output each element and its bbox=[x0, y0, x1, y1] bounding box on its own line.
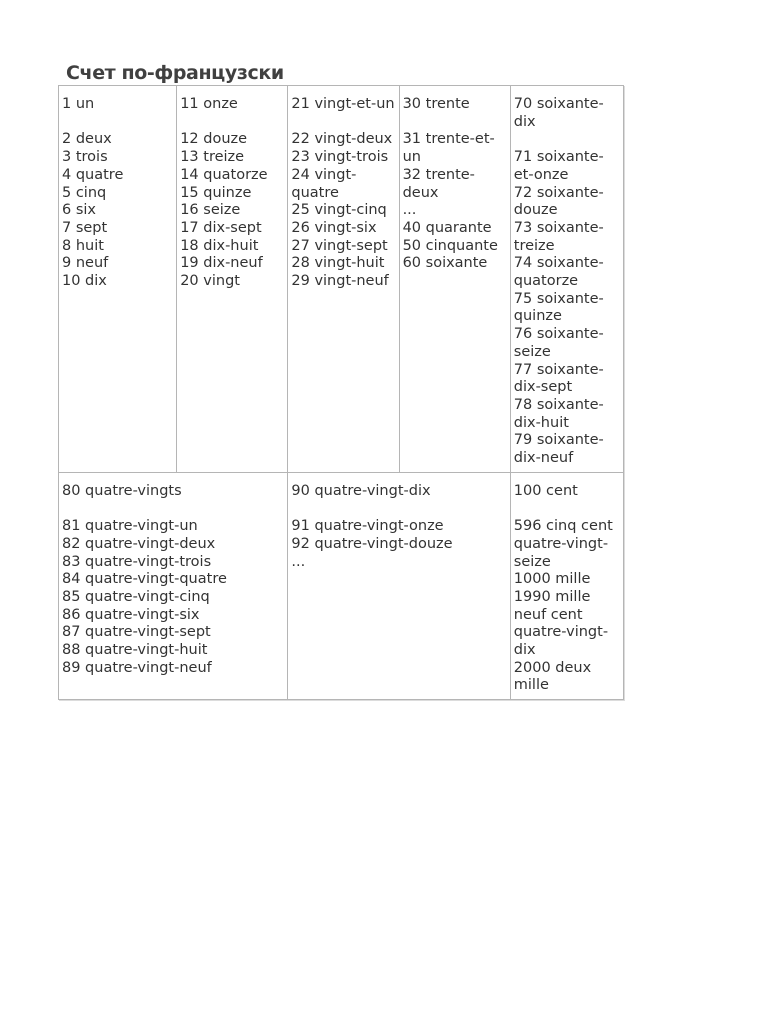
list-item: 8 huit bbox=[62, 237, 104, 254]
list-item: 87 quatre-vingt-sept bbox=[62, 624, 211, 641]
list-item: 32 trente-deux bbox=[402, 166, 475, 201]
list-item: 30 trente bbox=[402, 96, 470, 112]
spacer bbox=[514, 131, 620, 149]
table-row bbox=[59, 86, 624, 473]
list-item: 83 quatre-vingt-trois bbox=[62, 553, 212, 570]
cell-21-29 bbox=[288, 86, 399, 473]
list-item: 75 soixante-quinze bbox=[513, 290, 604, 325]
list-item: ... bbox=[402, 202, 417, 219]
list-item: 40 quarante bbox=[402, 219, 492, 236]
list-item: 89 quatre-vingt-neuf bbox=[62, 659, 212, 676]
list-item: 78 soixante-dix-huit bbox=[513, 396, 604, 431]
list-item: 2 deux bbox=[62, 131, 112, 148]
list-item: 26 vingt-six bbox=[291, 219, 377, 236]
cell-11-20 bbox=[177, 86, 288, 473]
list-item: 23 vingt-trois bbox=[291, 149, 389, 166]
list-item: 100 cent bbox=[513, 482, 578, 499]
list-item: 72 soixante-douze bbox=[513, 184, 604, 219]
list-item: 86 quatre-vingt-six bbox=[62, 606, 200, 623]
list-item: 24 vingt-quatre bbox=[291, 166, 357, 201]
list-item: 1 un bbox=[62, 96, 95, 112]
number-table bbox=[58, 85, 624, 700]
spacer bbox=[62, 500, 284, 518]
list-item: 28 vingt-huit bbox=[291, 255, 385, 272]
list-item: 77 soixante-dix-sept bbox=[513, 361, 604, 396]
list-item: 88 quatre-vingt-huit bbox=[62, 642, 208, 659]
list-item: 90 quatre-vingt-dix bbox=[291, 482, 431, 499]
spacer bbox=[291, 500, 506, 518]
spacer bbox=[62, 114, 173, 132]
list-item: 76 soixante-seize bbox=[513, 326, 604, 360]
list-item: 79 soixante-dix-neuf bbox=[513, 432, 604, 467]
cell-90-92 bbox=[288, 472, 510, 699]
list-item: 7 sept bbox=[62, 219, 108, 236]
list-item: 25 vingt-cinq bbox=[291, 202, 387, 219]
cell-1-10 bbox=[59, 86, 177, 473]
list-item: 22 vingt-deux bbox=[291, 131, 393, 148]
list-item: 50 cinquante bbox=[402, 237, 498, 254]
spacer bbox=[180, 114, 284, 132]
list-item: 74 soixante-quatorze bbox=[513, 255, 604, 290]
list-item: 92 quatre-vingt-douze bbox=[291, 535, 453, 552]
spacer bbox=[291, 114, 395, 132]
list-item: 71 soixante-et-onze bbox=[513, 149, 604, 183]
list-item: 10 dix bbox=[62, 273, 107, 290]
list-item: 82 quatre-vingt-deux bbox=[62, 535, 216, 552]
list-item: 14 quatorze bbox=[180, 166, 268, 183]
table-row bbox=[59, 472, 624, 699]
list-item: 6 six bbox=[62, 202, 96, 219]
list-item: 70 soixante-dix bbox=[513, 96, 604, 130]
list-item: 29 vingt-neuf bbox=[291, 273, 389, 290]
list-item: ... bbox=[291, 553, 306, 570]
cell-80-89 bbox=[59, 472, 288, 699]
cell-30-60 bbox=[399, 86, 510, 473]
list-item: 21 vingt-et-un bbox=[291, 96, 395, 112]
list-item: 17 dix-sept bbox=[180, 219, 262, 236]
page-title: Счет по-французски bbox=[66, 62, 284, 84]
list-item: 9 neuf bbox=[62, 255, 109, 272]
list-item: 596 cinq cent quatre-vingt-seize bbox=[513, 518, 618, 570]
list-item: 4 quatre bbox=[62, 166, 124, 183]
list-item: 15 quinze bbox=[180, 184, 252, 201]
list-item: 60 soixante bbox=[402, 255, 488, 272]
list-item: 18 dix-huit bbox=[180, 237, 259, 254]
list-item: 85 quatre-vingt-cinq bbox=[62, 588, 210, 605]
cell-70-79 bbox=[510, 86, 623, 473]
list-item: 1990 mille neuf cent quatre-vingt-dix bbox=[513, 588, 609, 659]
list-item: 1000 mille bbox=[513, 571, 591, 588]
list-item: 13 treize bbox=[180, 149, 245, 166]
list-item: 3 trois bbox=[62, 149, 108, 166]
list-item: 19 dix-neuf bbox=[180, 255, 263, 272]
list-item: 20 vingt bbox=[180, 273, 240, 290]
list-item: 84 quatre-vingt-quatre bbox=[62, 571, 227, 588]
list-item: 31 trente-et-un bbox=[402, 131, 495, 166]
cell-100-2000 bbox=[510, 472, 623, 699]
list-item: 12 douze bbox=[180, 131, 248, 148]
list-item: 5 cinq bbox=[62, 184, 107, 201]
spacer bbox=[514, 500, 620, 518]
list-item: 11 onze bbox=[180, 96, 238, 112]
list-item: 80 quatre-vingts bbox=[62, 482, 182, 499]
list-item: 27 vingt-sept bbox=[291, 237, 388, 254]
list-item: 2000 deux mille bbox=[513, 659, 596, 694]
list-item: 81 quatre-vingt-un bbox=[62, 518, 198, 535]
list-item: 73 soixante-treize bbox=[513, 219, 604, 254]
spacer bbox=[403, 114, 507, 132]
list-item: 91 quatre-vingt-onze bbox=[291, 518, 444, 535]
list-item: 16 seize bbox=[180, 202, 241, 219]
